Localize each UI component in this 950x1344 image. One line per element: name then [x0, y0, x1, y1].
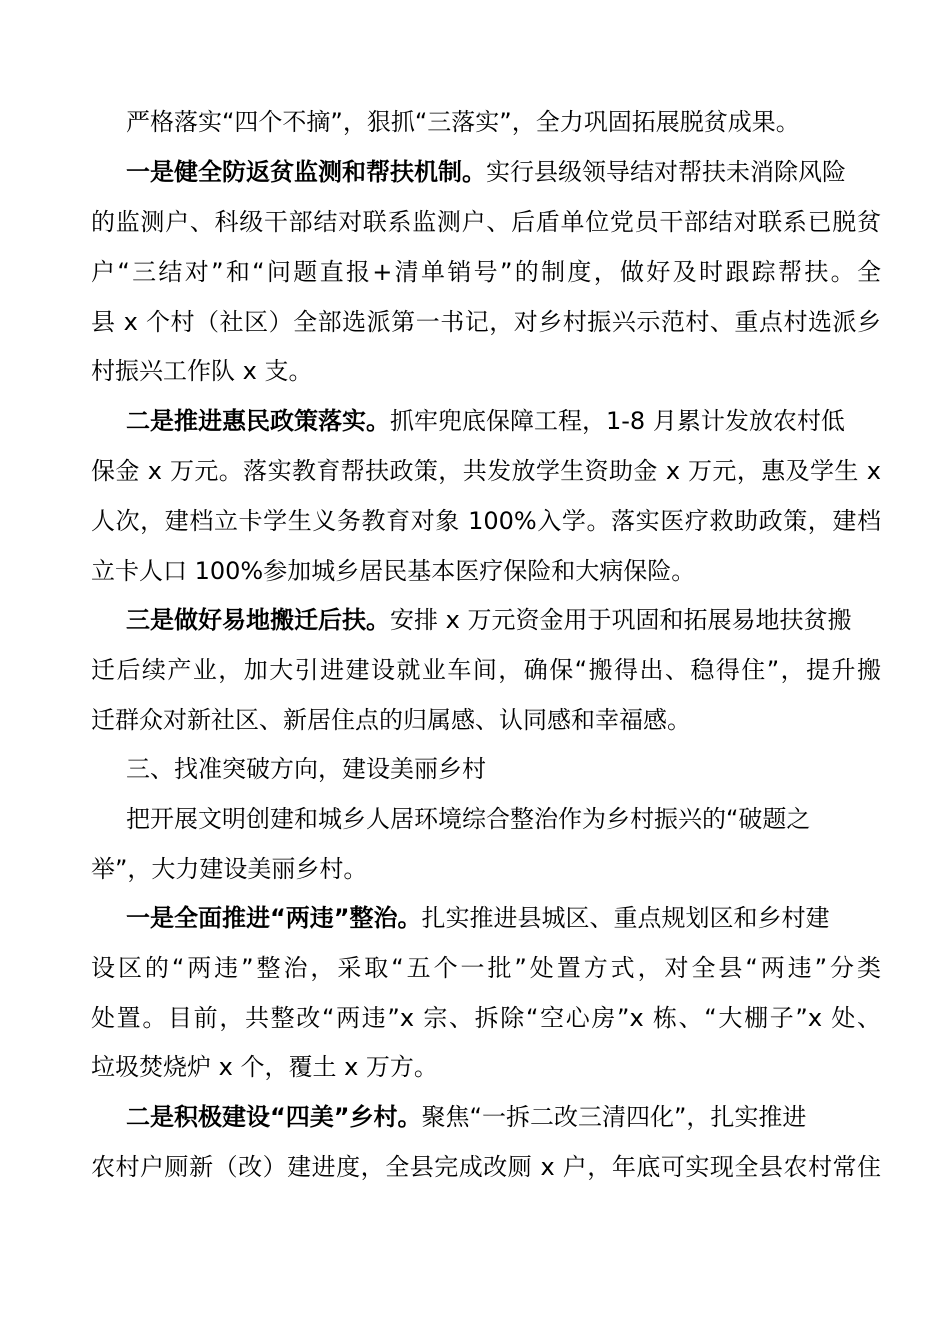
paragraph-first-line: 一是健全防返贫监测和帮扶机制。实行县级领导结对帮扶未消除风险: [126, 158, 846, 186]
paragraph-line: 举”，大力建设美丽乡村。: [91, 855, 368, 883]
bold-heading: 二是积极建设“四美”乡村。: [126, 1103, 422, 1131]
section-heading: 三、找准突破方向，建设美丽乡村: [126, 755, 486, 783]
paragraph-line: 户“三结对”和“问题直报+清单销号”的制度，做好及时跟踪帮扶。全: [91, 258, 881, 286]
paragraph-line: 设区的“两违”整治，采取“五个一批”处置方式，对全县“两违”分类: [91, 954, 881, 982]
paragraph-intro: 严格落实“四个不摘”，狠抓“三落实”，全力巩固拓展脱贫成果。: [126, 108, 800, 136]
paragraph-line: 垃圾焚烧炉 x 个，覆土 x 万方。: [91, 1053, 438, 1081]
paragraph-line: 的监测户、科级干部结对联系监测户、后盾单位党员干部结对联系已脱贫: [91, 208, 881, 236]
paragraph-first-line: 一是全面推进“两违”整治。扎实推进县城区、重点规划区和乡村建: [126, 904, 830, 932]
bold-heading: 三是做好易地搬迁后扶。: [126, 606, 390, 634]
bold-heading: 一是健全防返贫监测和帮扶机制。: [126, 158, 486, 186]
bold-heading: 二是推进惠民政策落实。: [126, 407, 390, 435]
bold-heading: 一是全面推进“两违”整治。: [126, 904, 422, 932]
paragraph-line: 处置。目前，共整改“两违”x 宗、拆除“空心房”x 栋、“大棚子”x 处、: [91, 1004, 881, 1032]
paragraph-line: 村振兴工作队 x 支。: [91, 357, 313, 385]
paragraph-line: 农村户厕新（改）建进度，全县完成改厕 x 户，年底可实现全县农村常住: [91, 1153, 881, 1181]
paragraph-first-line: 把开展文明创建和城乡人居环境综合整治作为乡村振兴的“破题之: [126, 805, 811, 833]
paragraph-first-line: 二是推进惠民政策落实。抓牢兜底保障工程，1-8 月累计发放农村低: [126, 407, 845, 435]
paragraph-line: 迁群众对新社区、新居住点的归属感、认同感和幸福感。: [91, 706, 691, 734]
paragraph-line: 保金 x 万元。落实教育帮扶政策，共发放学生资助金 x 万元，惠及学生 x: [91, 457, 881, 485]
paragraph-line: 迁后续产业，加大引进建设就业车间，确保“搬得出、稳得住”，提升搬: [91, 656, 881, 684]
paragraph-first-line: 三是做好易地搬迁后扶。安排 x 万元资金用于巩固和拓展易地扶贫搬: [126, 606, 852, 634]
paragraph-line: 立卡人口 100%参加城乡居民基本医疗保险和大病保险。: [91, 557, 696, 585]
paragraph-line: 县 x 个村（社区）全部选派第一书记，对乡村振兴示范村、重点村选派乡: [91, 308, 881, 336]
paragraph-first-line: 二是积极建设“四美”乡村。聚焦“一拆二改三清四化”，扎实推进: [126, 1103, 807, 1131]
paragraph-line: 人次，建档立卡学生义务教育对象 100%入学。落实医疗救助政策，建档: [91, 507, 881, 535]
